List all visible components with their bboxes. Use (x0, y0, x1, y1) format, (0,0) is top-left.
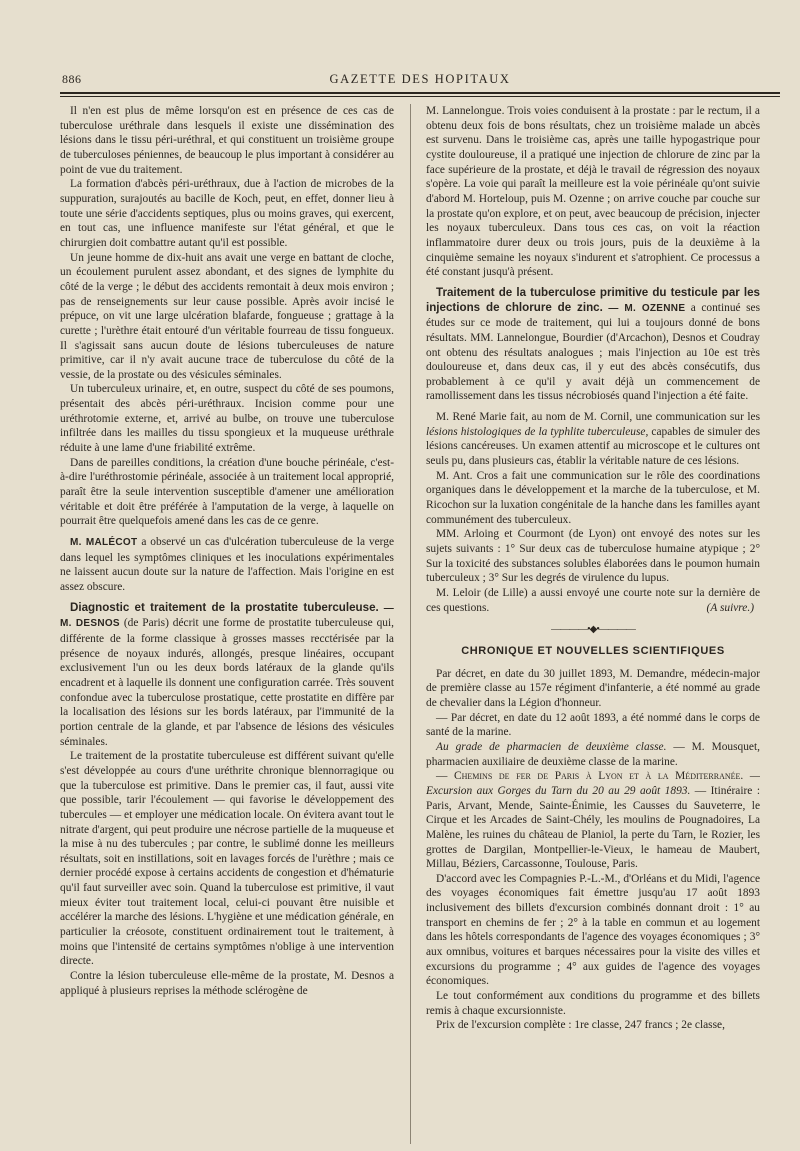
paragraph: Par décret, en date du 30 juillet 1893, M. Demandre, médecin-major de première classe au 157e régiment d'infanterie, a été nommé au grade de chevalier dans la Légion d'honneur. (426, 667, 760, 709)
header-rule-thick (60, 92, 780, 94)
section-testicule (426, 286, 760, 404)
right-column (426, 104, 760, 1144)
column-divider (410, 104, 411, 1144)
paragraph-marie: M. René Marie fait, au nom de M. Cornil, une communication sur les lésions histologiques de la typhlite tuberculeuse, capables de simuler des lésions cancéreuses. Un examen attentif au microscope et le cultures ont seuls pu, dans plusieurs cas, établir la véritable nature de ces lésions. (426, 411, 760, 468)
section-text: a continué ses études sur ce mode de traitement, qui lui a toujours donné de bons résultats. MM. Lannelongue, Bourdier (d'Arcachon), Desnos et Coudray ont obtenu des résultats analogues ; mais l'injection au 10e est très douloureuse et, dans deux cas, il y eut des abcès consécutifs, dus probablement à ce qu'il y avait déjà un commencement de ramollissement dans les tissus nécrobiosés quand l'injection a été faite. (426, 301, 760, 403)
paragraph: Un tuberculeux urinaire, et, en outre, suspect du côté de ses poumons, présentait des abcès péri-uréthraux. Incision comme pour une uréthrotomie externe, et, arrivé au bulbe, on trouve une tuberculose infiltrée dans les mailles du tissu spongieux et la muqueuse uréthrale réduite à une lame d'une friabilité extrême. (60, 383, 394, 455)
section-heading: Traitement de la tuberculose primitive du testicule par les injections de chlorure de zinc. (426, 285, 760, 314)
paragraph: D'accord avec les Compagnies P.-L.-M., d'Orléans et du Midi, l'agence des voyages économiques fait émettre jusqu'au 17 août 1893 inclusivement des billets d'excursion combinés donnant droit : 1° au transport en chemins de fer ; 2° à la table en commun et au logement dans les hôtels correspondants de l'agence des voyages économiques ; 3° aux omnibus, voitures et barques nécessaires pour la visite des villes et excursions du programme ; 4° aux guides de l'agence des voyages économiques. (426, 872, 760, 988)
paragraph: Le tout conformément aux conditions du programme et des billets remis à chaque excursionniste. (426, 990, 760, 1017)
author-name: M. MALÉCOT (70, 537, 138, 549)
paragraph-excursion: — Chemins de fer de Paris à Lyon et à la Méditerranée. — Excursion aux Gorges du Tarn du 20 au 29 août 1893. — Itinéraire : Paris, Arvant, Mende, Sainte-Énimie, les Causses du Sauveterre, le Cirque et les Arcades de Saint-Chély, les moulins de Pougnadoires, La Malène, les ruines du château de Planiol, la perte du Tarn, le Rozier, les grottes de Dargilan, Montpellier-le-Vieux, le hameau de Maubert, Millau, Béziers, Carcassonne, Toulouse, Paris. (426, 770, 760, 871)
paragraph: Contre la lésion tuberculeuse elle-même de la prostate, M. Desnos a appliqué à plusieurs reprises la méthode sclérogène de (60, 970, 394, 997)
chronique-heading: CHRONIQUE ET NOUVELLES SCIENTIFIQUES (461, 644, 725, 657)
section-heading: Diagnostic et traitement de la prostatite tuberculeuse. (70, 600, 379, 614)
paragraph: M. Ant. Cros a fait une communication sur le rôle des coordinations organiques dans le développement et la marche de la tuberculose, et M. Ricochon sur la luxation congénitale de la hanche dans les familles ayant communément des tuberculeux. (426, 469, 760, 526)
author-name: — M. OZENNE (608, 302, 686, 314)
paragraph: MM. Arloing et Courmont (de Lyon) ont envoyé des notes sur les sujets suivants : 1° Sur deux cas de tuberculose humaine atypique ; 2° Sur la toxicité des substances solubles élaborées dans le poumon humain tuberculeux ; 3° Sur les degrés de virulence du lupus. (426, 528, 760, 585)
paragraph: La formation d'abcès péri-uréthraux, due à l'action de microbes de la suppuration, surajoutés au bacille de Koch, peut, en effet, donner lieu à toute une série d'accidents septiques, plus ou moins graves, qui exercent, en tout cas, une influence manifeste sur l'état général, et que le chirurgien doit combattre autant qu'il est possible. (60, 178, 394, 249)
to-be-continued: (A suivre.) (706, 601, 754, 614)
section-prostatite (60, 601, 394, 750)
paragraph-malecot (60, 535, 394, 595)
header-rule-thin (60, 96, 780, 97)
italic-title: lésions histologiques de la typhlite tuberculeuse, (426, 425, 649, 438)
section-text: (de Paris) décrit une forme de prostatite tuberculeuse qui, différente de la forme classique à grosses masses recctérisée par la présence de noyaux indurés, allongés, presque linéaires, occupant exclusivement l'un ou les deux bords latéraux de la glande qu'ils encadrent et à laquelle ils donnent une configuration carrée. Très souvent confondue avec la tuberculose prostatique, cette prostatite en diffère par la localisation des lésions sur les bords latéraux, par l'immunité de la portion centrale de la glande, et par l'absence de lésions des vésicules séminales. (60, 617, 394, 748)
left-column (60, 104, 394, 1144)
paragraph: Il n'en est plus de même lorsqu'on est en présence de ces cas de tuberculose uréthrale dans lesquels il existe une dissémination des lésions dans le tissu péri-uréthral, et qui constituent un troisième groupe de tuberculoses péniennes, de beaucoup le plus important à considérer au point de vue du traitement. (60, 105, 394, 176)
ornament-divider: ————•◆•———— (551, 624, 635, 636)
paragraph-leloir: M. Leloir (de Lille) a aussi envoyé une courte note sur la dernière de ces questions. (A suivre.) (426, 587, 760, 614)
paragraph: Prix de l'excursion complète : 1re classe, 247 francs ; 2e classe, (436, 1019, 725, 1032)
journal-title: GAZETTE DES HOPITAUX (329, 72, 511, 86)
author-name: — M. DESNOS (60, 602, 394, 630)
page-header (60, 70, 780, 92)
paragraph-pharmacien: Au grade de pharmacien de deuxième classe. — M. Mousquet, pharmacien auxiliaire de deuxième classe de la marine. (426, 740, 760, 768)
page-number: 886 (62, 72, 82, 86)
paragraph: Le traitement de la prostatite tuberculeuse est différent suivant qu'elle s'est développée au cours d'une uréthrite chronique blennorragique ou que la tuberculose est primitive. Dans le premier cas, il faut, aussi vite que possible, tarir l'écoulement — qui favorise le développement des tubercules — et employer une médication locale. On évitera avant tout le nitrate d'argent, qui peut produire une nécrose partielle de la muqueuse et la mise à nu des tubercules ; par contre, le sublimé donne les meilleurs résultats, soit en instillations, soit en lavages forcés de l'urèthre ; mais ce dernier procédé expose à certains accidents de congestion et d'hématurie qu'il faut surveiller avec soin. Quand la tuberculose est primitive, il vaut mieux éviter tout traitement local, celui-ci pouvant être nuisible et accélérer la marche des lésions. L'hygiène et une médication générale, en particulier la créosote, constituent ordinairement tout le traitement, à moins que l'intensité de certains symptômes n'oblige à une intervention directe. (60, 750, 394, 968)
paragraph-text: a observé un cas d'ulcération tuberculeuse de la verge dans lequel les symptômes cliniques et les inoculations expérimentales ne laissent aucun doute sur la nature de l'affection. Mais l'origine en est assez obscure. (60, 536, 394, 593)
paragraph: — Par décret, en date du 12 août 1893, a été nommé dans le corps de santé de la marine. (426, 711, 760, 739)
paragraph: M. Lannelongue. Trois voies conduisent à la prostate : par le rectum, il a obtenu deux fois de bons résultats, chez un troisième malade un abcès est survenu. Dans le troisième cas, après une taille hypogastrique pour cystite douloureuse, il a pratiqué une injection de chlorure de zinc par la face supérieure de la prostate, et déjà le travail de régression des noyaux s'opère. La voie qui paraît la meilleure est la voie périnéale qu'ont suivie d'abord M. Horteloup, puis M. Ozenne ; on arrive couche par couche sur la prostate qu'on explore, et on peut, avec beaucoup de précision, injecter les noyaux tuberculeux. Dans tous ces cas, on voit la réaction inflammatoire durer deux ou trois jours, puis de la deuxième à la cinquième semaine les noyaux s'indurent et s'atrophient. Ce processus a été constant jusqu'à présent. (426, 105, 760, 279)
paragraph: Un jeune homme de dix-huit ans avait une verge en battant de cloche, un écoulement purulent assez abondant, et des signes de lymphite du côté de la verge ; le début des accidents remontait à deux mois environ ; pas de renseignements sur leur cause possible. Après avoir incisé le prépuce, on vit une large ulcération blafarde, fongueuse ; grattage à la curette ; l'urèthre était entouré d'un véritable fourreau de tissu fongueux. Il s'agissait sans aucun doute de lésions tuberculeuses de nature primitive, car il n'y avait aucune trace de tuberculose du côté de la vessie, de la prostate ou des vésicules séminales. (60, 251, 394, 381)
paragraph: Dans de pareilles conditions, la création d'une bouche périnéale, c'est-à-dire l'uréthrostomie périnéale, associée à un traitement local approprié, paraît être la seule intervention susceptible d'amener une amélioration véritable et doit être préférée à l'amputation de la verge, à laquelle on pourrait être quelquefois amené dans les cas de ce genre. (60, 456, 394, 528)
